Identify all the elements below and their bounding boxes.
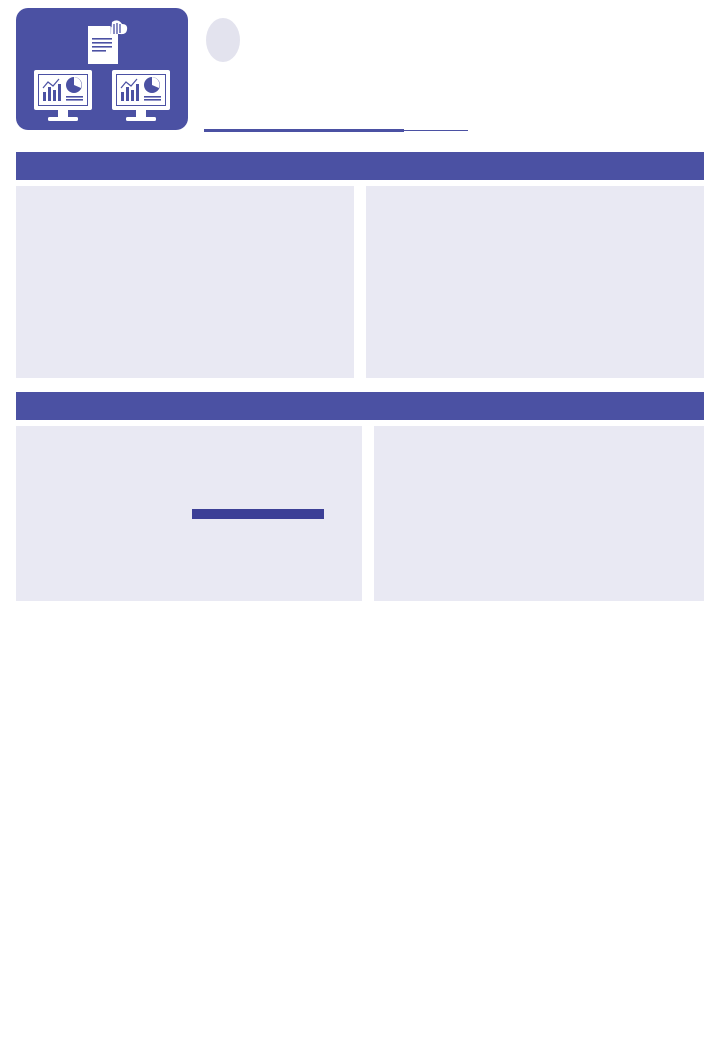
charts-section-banner	[16, 152, 704, 180]
title-decor-blob	[206, 18, 240, 62]
earnings-chart-panel	[16, 186, 354, 378]
cashflows-chart-title	[366, 186, 704, 196]
charts-panels	[0, 180, 720, 378]
title-underline-tail	[398, 130, 468, 132]
budget-section-banner	[16, 392, 704, 420]
earnings-chart-legend	[16, 341, 354, 343]
summary-header	[192, 509, 324, 519]
dual-monitor-report-icon	[16, 8, 188, 130]
donut-chart-wrap	[24, 434, 192, 594]
cashflows-chart	[366, 196, 696, 336]
budget-donut-chart	[24, 434, 192, 594]
budget-donut-panel	[16, 426, 362, 601]
cashflows-chart-panel	[366, 186, 704, 378]
budget-panels	[0, 420, 720, 601]
income-expenses-chart-panel	[374, 426, 704, 601]
page-header	[0, 0, 720, 140]
page-title	[206, 8, 704, 12]
earnings-chart	[16, 196, 346, 336]
earnings-chart-title	[16, 186, 354, 196]
income-expenses-chart	[374, 426, 704, 576]
budget-summary-table	[192, 509, 324, 519]
cashflows-chart-legend	[366, 341, 704, 343]
title-underline	[204, 129, 404, 132]
